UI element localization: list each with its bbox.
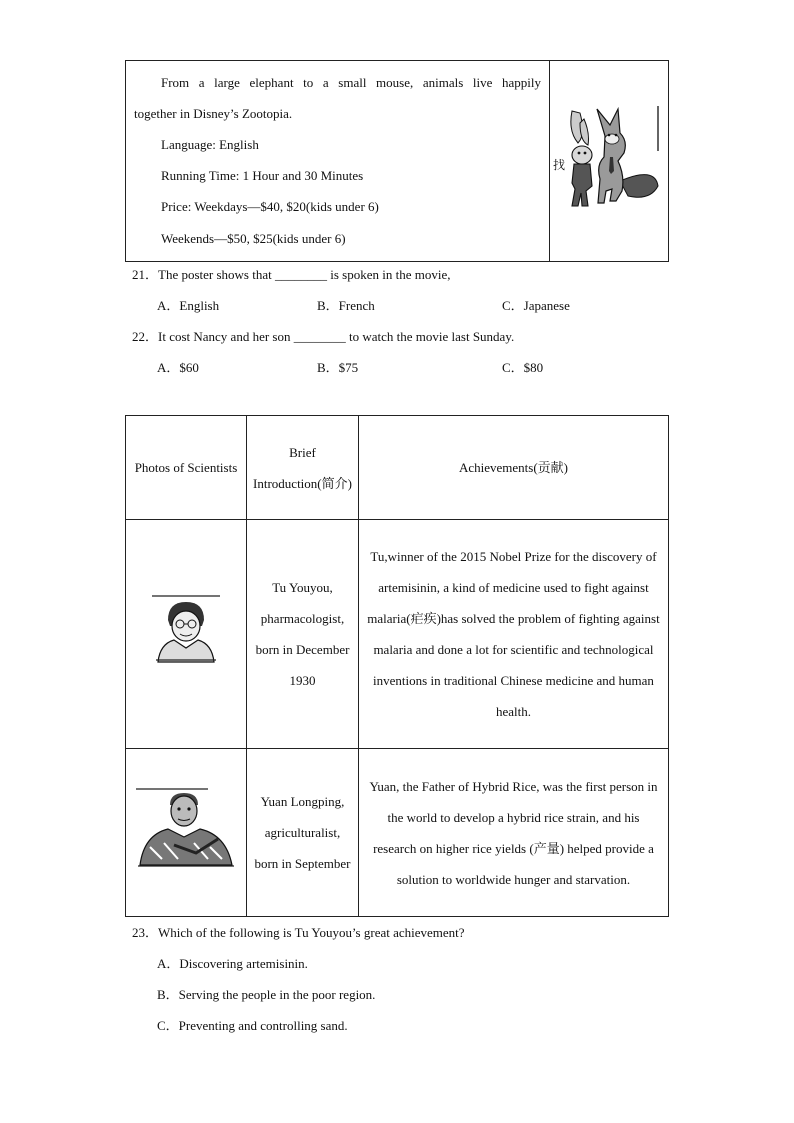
intro-cell: Tu Youyou, pharmacologist, born in December 1930 bbox=[247, 520, 359, 749]
yuan-longping-portrait-icon bbox=[134, 787, 238, 867]
achievement-cell: Tu,winner of the 2015 Nobel Prize for the discovery of artemisinin, a kind of medicine used to fight against malaria(疟疾)has solved the problem of fighting against malaria and done a lot for scientific and technological inventions in traditional Chinese medicine and human health. bbox=[359, 520, 669, 749]
photo-cell bbox=[126, 749, 247, 917]
achievement-cell: Yuan, the Father of Hybrid Rice, was the first person in the world to develop a hybrid rice strain, and his research on higher rice yields (产量) helped provide a solution to worldwide hunger and starvation. bbox=[359, 749, 669, 917]
question-21-option-a[interactable]: A．English bbox=[157, 298, 220, 313]
question-22-option-c[interactable]: C．$80 bbox=[502, 360, 544, 375]
tu-youyou-portrait-icon bbox=[150, 594, 222, 664]
poster-line-1: From a large elephant to a small mouse, animals live happily bbox=[161, 75, 541, 90]
poster-running-time: Running Time: 1 Hour and 30 Minutes bbox=[161, 168, 364, 183]
question-23-option-c[interactable]: C．Preventing and controlling sand. bbox=[157, 1018, 348, 1033]
table-row bbox=[126, 749, 669, 917]
movie-poster-table bbox=[125, 60, 669, 262]
question-21-option-c[interactable]: C．Japanese bbox=[502, 298, 570, 313]
question-22-option-a[interactable]: A．$60 bbox=[157, 360, 199, 375]
question-23-stem: 23．Which of the following is Tu Youyou’s great achievement? bbox=[132, 925, 465, 940]
question-21-option-b[interactable]: B．French bbox=[317, 298, 375, 313]
header-achievements: Achievements(贡献) bbox=[359, 416, 669, 520]
svg-text:找: 找 bbox=[553, 158, 566, 172]
poster-image-cell bbox=[550, 61, 669, 262]
fox-and-rabbit-cartoon-icon bbox=[550, 61, 668, 257]
question-22-stem: 22．It cost Nancy and her son ________ to watch the movie last Sunday. bbox=[132, 329, 515, 344]
table-header-row bbox=[126, 416, 669, 520]
poster-text-cell bbox=[126, 61, 550, 262]
question-22-option-b[interactable]: B．$75 bbox=[317, 360, 359, 375]
scientists-table bbox=[125, 415, 669, 917]
question-23-option-a[interactable]: A．Discovering artemisinin. bbox=[157, 956, 308, 971]
poster-line-2: together in Disney’s Zootopia. bbox=[134, 106, 293, 121]
header-photos: Photos of Scientists bbox=[126, 416, 247, 520]
question-23-option-b[interactable]: B．Serving the people in the poor region. bbox=[157, 987, 376, 1002]
poster-language: Language: English bbox=[161, 137, 259, 152]
header-introduction: Brief Introduction(简介) bbox=[247, 416, 359, 520]
photo-cell bbox=[126, 520, 247, 749]
question-21-stem: 21．The poster shows that ________ is spoken in the movie, bbox=[132, 267, 451, 282]
poster-weekends: Weekends—$50, $25(kids under 6) bbox=[161, 231, 346, 246]
table-row bbox=[126, 520, 669, 749]
poster-price: Price: Weekdays—$40, $20(kids under 6) bbox=[161, 199, 379, 214]
intro-cell: Yuan Longping, agriculturalist, born in September bbox=[247, 749, 359, 917]
